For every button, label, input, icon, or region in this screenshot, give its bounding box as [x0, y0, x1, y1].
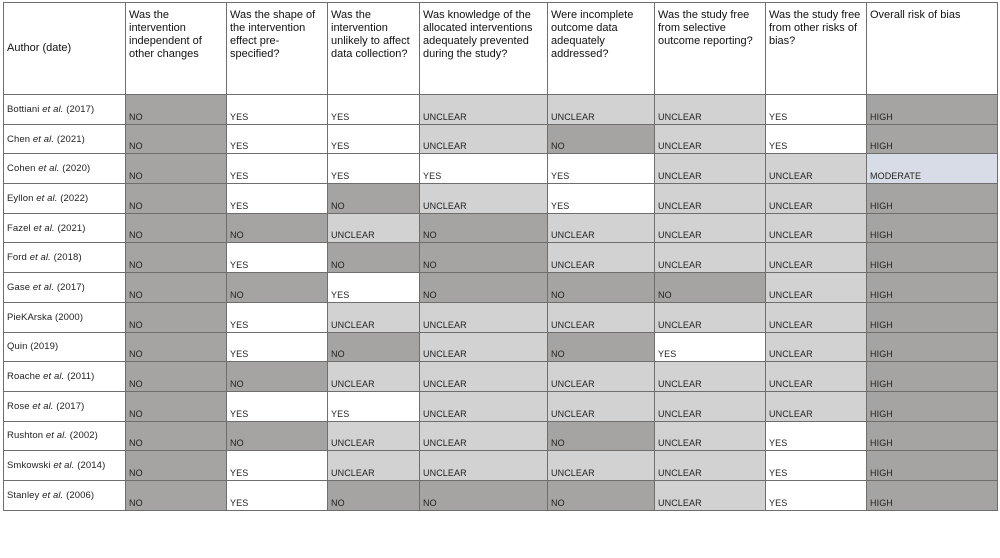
rating-cell-q7: UNCLEAR [766, 391, 867, 421]
overall-risk-cell: HIGH [867, 451, 998, 481]
et-al-text: et al. [32, 281, 55, 293]
rating-cell-q7: UNCLEAR [766, 213, 867, 243]
author-year: (2019) [30, 341, 59, 353]
rating-cell-q2: YES [227, 124, 328, 154]
header-row [4, 3, 998, 95]
rating-cell-q1: NO [126, 362, 227, 392]
header-q7-other-risks: Was the study free from other risks of bias? [766, 3, 867, 95]
overall-risk-cell: HIGH [867, 273, 998, 303]
author-cell [4, 213, 126, 243]
overall-risk-cell: HIGH [867, 480, 998, 510]
rating-cell-q7: YES [766, 451, 867, 481]
author-cell [4, 95, 126, 125]
rating-cell-q3: YES [328, 273, 420, 303]
rating-cell-q6: UNCLEAR [655, 391, 766, 421]
rating-cell-q2: NO [227, 273, 328, 303]
rating-cell-q1: NO [126, 451, 227, 481]
author-name: Smkowski [7, 460, 51, 472]
author-cell [4, 451, 126, 481]
rating-cell-q5: UNCLEAR [548, 243, 655, 273]
author-name: Bottiani [7, 103, 40, 115]
rating-cell-q6: UNCLEAR [655, 184, 766, 214]
overall-risk-cell: HIGH [867, 421, 998, 451]
rating-cell-q1: NO [126, 273, 227, 303]
author-cell [4, 184, 126, 214]
rating-cell-q6: UNCLEAR [655, 480, 766, 510]
rating-cell-q4: UNCLEAR [420, 302, 548, 332]
rating-cell-q5: UNCLEAR [548, 302, 655, 332]
author-year: (2017) [66, 103, 95, 115]
author-year: (2006) [66, 489, 95, 501]
rating-cell-q7: UNCLEAR [766, 362, 867, 392]
author-name: Rushton [7, 430, 44, 442]
rating-cell-q5: YES [548, 154, 655, 184]
overall-risk-cell: HIGH [867, 332, 998, 362]
rating-cell-q1: NO [126, 154, 227, 184]
rating-cell-q2: YES [227, 95, 328, 125]
rating-cell-q3: UNCLEAR [328, 451, 420, 481]
et-al-text: et al. [43, 371, 65, 383]
rating-cell-q2: YES [227, 480, 328, 510]
author-year: (2018) [53, 252, 82, 264]
rating-cell-q7: YES [766, 95, 867, 125]
table-row [4, 243, 998, 273]
et-al-text: et al. [42, 489, 64, 501]
author-year: (2020) [62, 163, 91, 175]
author-year: (2021) [56, 133, 85, 145]
rating-cell-q7: UNCLEAR [766, 332, 867, 362]
rating-cell-q6: UNCLEAR [655, 451, 766, 481]
rating-cell-q4: UNCLEAR [420, 362, 548, 392]
rating-cell-q5: UNCLEAR [548, 451, 655, 481]
author-cell [4, 421, 126, 451]
author-cell [4, 302, 126, 332]
rating-cell-q3: UNCLEAR [328, 362, 420, 392]
et-al-text: et al. [32, 133, 55, 145]
rating-cell-q4: UNCLEAR [420, 95, 548, 125]
header-author: Author (date) [4, 3, 126, 95]
table-row [4, 391, 998, 421]
rating-cell-q2: YES [227, 332, 328, 362]
rating-cell-q3: UNCLEAR [328, 421, 420, 451]
overall-risk-cell: HIGH [867, 213, 998, 243]
et-al-text: et al. [33, 222, 55, 234]
table-row [4, 124, 998, 154]
rating-cell-q5: NO [548, 124, 655, 154]
rating-cell-q1: NO [126, 391, 227, 421]
rating-cell-q4: NO [420, 243, 548, 273]
author-name: Fazel [7, 222, 31, 234]
header-q1-independent: Was the intervention independent of other changes [126, 3, 227, 95]
header-q5-incomplete-data: Were incomplete outcome data adequately addressed? [548, 3, 655, 95]
rating-cell-q7: UNCLEAR [766, 302, 867, 332]
et-al-text: et al. [32, 400, 54, 412]
table-body [4, 95, 998, 511]
overall-risk-cell: HIGH [867, 243, 998, 273]
rating-cell-q1: NO [126, 184, 227, 214]
rating-cell-q5: UNCLEAR [548, 391, 655, 421]
rating-cell-q5: YES [548, 184, 655, 214]
author-cell [4, 154, 126, 184]
rating-cell-q7: UNCLEAR [766, 273, 867, 303]
rating-cell-q6: NO [655, 273, 766, 303]
author-name: Eyllon [7, 192, 34, 204]
table-row [4, 213, 998, 243]
rating-cell-q3: UNCLEAR [328, 302, 420, 332]
rating-cell-q5: NO [548, 480, 655, 510]
author-name: Rose [7, 400, 30, 412]
rating-cell-q4: UNCLEAR [420, 421, 548, 451]
rating-cell-q6: UNCLEAR [655, 243, 766, 273]
author-year: (2017) [56, 281, 85, 293]
rating-cell-q2: YES [227, 302, 328, 332]
table-row [4, 421, 998, 451]
risk-of-bias-table [3, 2, 998, 511]
rating-cell-q5: UNCLEAR [548, 213, 655, 243]
author-name: PieKArska [7, 311, 53, 323]
et-al-text: et al. [38, 163, 60, 175]
table-row [4, 480, 998, 510]
rating-cell-q4: NO [420, 273, 548, 303]
et-al-text: et al. [29, 252, 51, 264]
rating-cell-q7: UNCLEAR [766, 154, 867, 184]
rating-cell-q5: NO [548, 421, 655, 451]
et-al-text: et al. [45, 430, 68, 442]
rating-cell-q6: UNCLEAR [655, 362, 766, 392]
rating-cell-q1: NO [126, 302, 227, 332]
rating-cell-q1: NO [126, 95, 227, 125]
rating-cell-q3: NO [328, 332, 420, 362]
rating-cell-q3: NO [328, 243, 420, 273]
rating-cell-q4: UNCLEAR [420, 124, 548, 154]
rating-cell-q7: YES [766, 421, 867, 451]
rating-cell-q1: NO [126, 124, 227, 154]
table-row [4, 273, 998, 303]
author-cell [4, 243, 126, 273]
rating-cell-q3: YES [328, 124, 420, 154]
header-q6-selective-reporting: Was the study free from selective outcome reporting? [655, 3, 766, 95]
author-cell [4, 391, 126, 421]
rating-cell-q3: UNCLEAR [328, 213, 420, 243]
rating-cell-q4: UNCLEAR [420, 184, 548, 214]
author-year: (2021) [57, 222, 86, 234]
et-al-text: et al. [53, 460, 75, 472]
rating-cell-q2: YES [227, 184, 328, 214]
overall-risk-cell: MODERATE [867, 154, 998, 184]
rating-cell-q2: YES [227, 451, 328, 481]
rating-cell-q1: NO [126, 213, 227, 243]
author-cell [4, 332, 126, 362]
overall-risk-cell: HIGH [867, 124, 998, 154]
author-cell [4, 362, 126, 392]
author-name: Quin [7, 341, 28, 353]
header-q3-data-collection: Was the intervention unlikely to affect data collection? [328, 3, 420, 95]
author-cell [4, 273, 126, 303]
author-cell [4, 480, 126, 510]
rating-cell-q7: YES [766, 480, 867, 510]
rating-cell-q2: YES [227, 154, 328, 184]
table-row [4, 302, 998, 332]
rating-cell-q4: NO [420, 213, 548, 243]
rating-cell-q2: NO [227, 362, 328, 392]
rating-cell-q6: UNCLEAR [655, 124, 766, 154]
author-name: Roache [7, 371, 41, 383]
author-year: (2014) [77, 460, 106, 472]
rating-cell-q1: NO [126, 480, 227, 510]
rating-cell-q6: UNCLEAR [655, 421, 766, 451]
overall-risk-cell: HIGH [867, 184, 998, 214]
rating-cell-q3: YES [328, 391, 420, 421]
overall-risk-cell: HIGH [867, 302, 998, 332]
rating-cell-q1: NO [126, 332, 227, 362]
author-year: (2022) [60, 192, 89, 204]
rating-cell-q6: UNCLEAR [655, 302, 766, 332]
rating-cell-q4: UNCLEAR [420, 451, 548, 481]
author-year: (2017) [56, 400, 85, 412]
et-al-text: et al. [42, 103, 64, 115]
rating-cell-q5: NO [548, 273, 655, 303]
author-name: Chen [7, 133, 31, 145]
rating-cell-q2: NO [227, 213, 328, 243]
author-name: Cohen [7, 163, 36, 175]
rating-cell-q4: UNCLEAR [420, 391, 548, 421]
table-row [4, 154, 998, 184]
rating-cell-q3: YES [328, 154, 420, 184]
rating-cell-q6: UNCLEAR [655, 154, 766, 184]
overall-risk-cell: HIGH [867, 95, 998, 125]
rating-cell-q4: NO [420, 480, 548, 510]
table-row [4, 95, 998, 125]
overall-risk-cell: HIGH [867, 391, 998, 421]
table-row [4, 184, 998, 214]
rating-cell-q2: NO [227, 421, 328, 451]
rating-cell-q5: NO [548, 332, 655, 362]
rating-cell-q4: UNCLEAR [420, 332, 548, 362]
author-name: Gase [7, 281, 31, 293]
rating-cell-q5: UNCLEAR [548, 95, 655, 125]
author-year: (2000) [55, 311, 84, 323]
rating-cell-q7: UNCLEAR [766, 184, 867, 214]
rating-cell-q4: YES [420, 154, 548, 184]
rating-cell-q1: NO [126, 421, 227, 451]
rating-cell-q2: YES [227, 243, 328, 273]
rating-cell-q3: YES [328, 95, 420, 125]
rating-cell-q7: UNCLEAR [766, 243, 867, 273]
rating-cell-q5: UNCLEAR [548, 362, 655, 392]
table-row [4, 332, 998, 362]
rating-cell-q6: YES [655, 332, 766, 362]
table-row [4, 451, 998, 481]
rating-cell-q6: UNCLEAR [655, 95, 766, 125]
overall-risk-cell: HIGH [867, 362, 998, 392]
rating-cell-q1: NO [126, 243, 227, 273]
rating-cell-q2: YES [227, 391, 328, 421]
header-q4-allocation-knowledge: Was knowledge of the allocated interventions adequately prevented during the study? [420, 3, 548, 95]
rating-cell-q6: UNCLEAR [655, 213, 766, 243]
author-name: Ford [7, 252, 27, 264]
header-q2-shape-prespecified: Was the shape of the intervention effect pre-specified? [227, 3, 328, 95]
rating-cell-q3: NO [328, 184, 420, 214]
author-year: (2002) [69, 430, 98, 442]
rating-cell-q3: NO [328, 480, 420, 510]
rating-cell-q7: YES [766, 124, 867, 154]
author-year: (2011) [67, 371, 95, 383]
et-al-text: et al. [36, 192, 58, 204]
header-overall-risk: Overall risk of bias [867, 3, 998, 95]
table-row [4, 362, 998, 392]
author-name: Stanley [7, 489, 40, 501]
author-cell [4, 124, 126, 154]
